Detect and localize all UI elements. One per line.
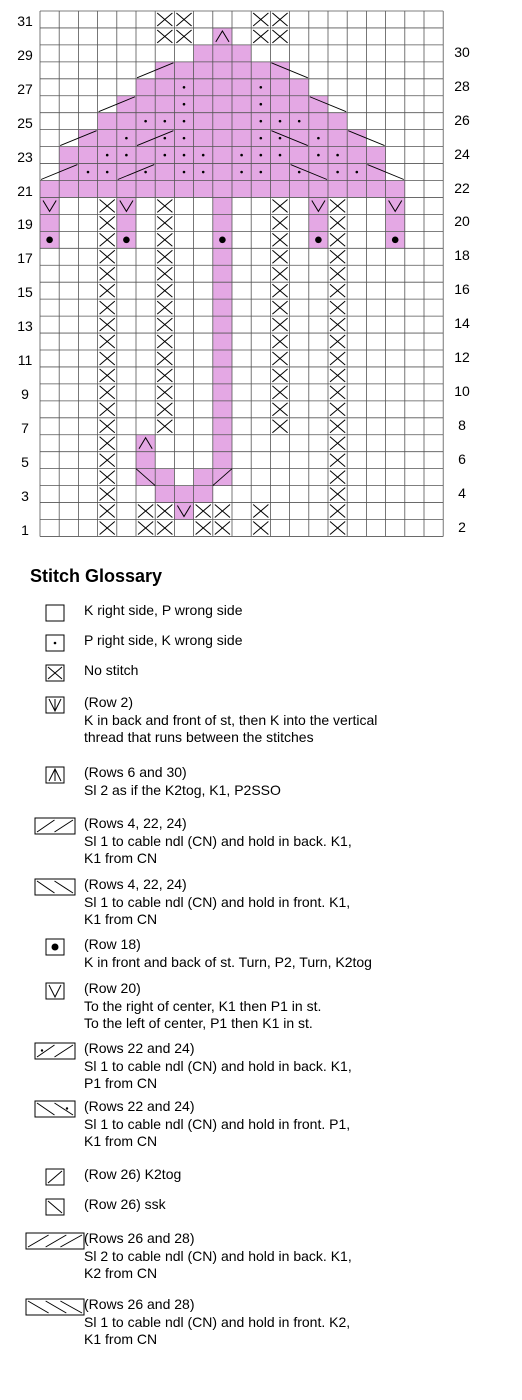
no-stitch-mark: [330, 216, 345, 229]
bobble-dot: [46, 237, 53, 244]
stitch-cell-pink: [309, 214, 328, 231]
stitch-cell-pink: [59, 164, 78, 181]
stitch-cell-pink: [194, 130, 213, 147]
purl-dot: [260, 86, 263, 89]
stitch-cell-pink: [213, 452, 232, 469]
no-stitch-mark: [272, 403, 287, 416]
stitch-cell-pink: [136, 452, 155, 469]
no-stitch-mark: [330, 505, 345, 518]
purl-icon: [45, 634, 65, 652]
glossary-title: Stitch Glossary: [30, 566, 163, 586]
no-stitch-mark: [196, 522, 211, 535]
row-number-left: 23: [17, 148, 33, 165]
no-stitch-mark: [100, 403, 115, 416]
cable-1-2-front-icon: [25, 1298, 85, 1316]
purl-dot: [202, 171, 205, 174]
no-stitch-mark: [272, 301, 287, 314]
row-number-left: 25: [17, 114, 33, 131]
stitch-cell-pink: [59, 147, 78, 164]
row-number-left: 19: [17, 216, 33, 233]
no-stitch-mark: [272, 233, 287, 246]
glossary-item-text: (Rows 26 and 28) Sl 1 to cable ndl (CN) and hold in front. K2, K1 from CN: [84, 1296, 351, 1347]
cable-back-icon: [34, 817, 76, 835]
no-stitch-mark: [215, 505, 230, 518]
stitch-cell-pink: [59, 181, 78, 198]
cable-2-1-back-icon: [25, 1232, 85, 1250]
row-number-right: 10: [454, 382, 470, 399]
stitch-cell-pink: [213, 62, 232, 79]
purl-dot: [260, 137, 263, 140]
no-stitch-mark: [272, 335, 287, 348]
stitch-cell-pink: [155, 79, 174, 96]
no-stitch-mark: [100, 284, 115, 297]
no-stitch-mark: [100, 505, 115, 518]
no-stitch-mark: [157, 335, 172, 348]
purl-dot: [183, 154, 186, 157]
stitch-cell-pink: [78, 181, 97, 198]
no-stitch-mark: [157, 369, 172, 382]
stitch-cell-pink: [232, 113, 251, 130]
stitch-cell-pink: [174, 486, 193, 503]
stitch-cell-pink: [213, 181, 232, 198]
stitch-cell-pink: [290, 96, 309, 113]
purl-dot: [144, 171, 147, 174]
stitch-cell-pink: [213, 45, 232, 62]
purl-dot: [164, 154, 167, 157]
stitch-cell-pink: [213, 147, 232, 164]
no-stitch-mark: [330, 199, 345, 212]
no-stitch-mark: [272, 318, 287, 331]
stitch-cell-pink: [232, 62, 251, 79]
no-stitch-mark: [272, 199, 287, 212]
stitch-cell-pink: [78, 130, 97, 147]
bobble-dot: [123, 237, 130, 244]
row-number-left: 9: [21, 385, 29, 402]
no-stitch-mark: [157, 30, 172, 43]
no-stitch-mark: [100, 335, 115, 348]
no-stitch-mark: [253, 505, 268, 518]
stitch-cell-pink: [194, 79, 213, 96]
glossary-item-text: (Row 26) K2tog: [84, 1166, 182, 1182]
stitch-cell-pink: [386, 214, 405, 231]
purl-dot: [125, 137, 128, 140]
no-stitch-mark: [157, 199, 172, 212]
no-stitch-mark: [330, 352, 345, 365]
no-stitch-mark: [100, 199, 115, 212]
stitch-cell-pink: [213, 197, 232, 214]
no-stitch-mark: [157, 386, 172, 399]
purl-dot: [298, 120, 301, 123]
no-stitch-mark: [157, 13, 172, 26]
double-decrease-icon: [45, 766, 65, 784]
stitch-cell-pink: [155, 62, 174, 79]
no-stitch-icon: [45, 664, 65, 682]
no-stitch-mark: [176, 30, 191, 43]
stitch-cell-pink: [309, 96, 328, 113]
glossary-item-text: (Row 26) ssk: [84, 1196, 166, 1212]
purl-dot: [298, 171, 301, 174]
stitch-cell-pink: [155, 486, 174, 503]
stitch-cell-pink: [155, 96, 174, 113]
stitch-cell-pink: [194, 486, 213, 503]
no-stitch-mark: [272, 216, 287, 229]
no-stitch-mark: [330, 386, 345, 399]
glossary-item-text: (Rows 6 and 30) Sl 2 as if the K2tog, K1, P2SSO: [84, 764, 281, 798]
stitch-cell-pink: [213, 418, 232, 435]
purl-dot: [317, 137, 320, 140]
no-stitch-mark: [330, 471, 345, 484]
stitch-cell-pink: [136, 96, 155, 113]
stitch-cell-pink: [366, 164, 385, 181]
no-stitch-mark: [100, 352, 115, 365]
no-stitch-mark: [157, 318, 172, 331]
no-stitch-mark: [100, 454, 115, 467]
no-stitch-mark: [100, 420, 115, 433]
bobble-icon: [45, 938, 65, 956]
stitch-cell-pink: [270, 79, 289, 96]
no-stitch-mark: [272, 386, 287, 399]
row-number-right: 24: [454, 145, 470, 162]
purl-cable-back-icon: [34, 1042, 76, 1060]
purl-dot: [260, 120, 263, 123]
stitch-cell-pink: [117, 96, 136, 113]
purl-dot: [87, 171, 90, 174]
no-stitch-mark: [100, 386, 115, 399]
glossary-item-text: P right side, K wrong side: [84, 632, 243, 648]
cable-front-icon: [34, 878, 76, 896]
stitch-cell-pink: [232, 79, 251, 96]
row-number-right: 18: [454, 247, 470, 264]
row-number-left: 15: [17, 284, 33, 301]
stitch-cell-pink: [328, 113, 347, 130]
no-stitch-mark: [330, 301, 345, 314]
glossary-item-text: No stitch: [84, 662, 139, 678]
row-number-right: 16: [454, 281, 470, 298]
no-stitch-mark: [215, 522, 230, 535]
stitch-cell-pink: [136, 130, 155, 147]
no-stitch-mark: [272, 267, 287, 280]
no-stitch-mark: [272, 284, 287, 297]
no-stitch-mark: [330, 267, 345, 280]
stitch-cell-pink: [270, 62, 289, 79]
no-stitch-mark: [100, 522, 115, 535]
stitch-cell-pink: [136, 181, 155, 198]
no-stitch-mark: [100, 437, 115, 450]
purl-dot: [279, 120, 282, 123]
stitch-cell-pink: [213, 299, 232, 316]
no-stitch-mark: [272, 369, 287, 382]
stitch-cell-pink: [194, 96, 213, 113]
stitch-cell-pink: [366, 181, 385, 198]
no-stitch-mark: [330, 454, 345, 467]
no-stitch-mark: [330, 488, 345, 501]
no-stitch-mark: [196, 505, 211, 518]
stitch-cell-pink: [213, 248, 232, 265]
stitch-cell-pink: [232, 45, 251, 62]
stitch-cell-pink: [213, 130, 232, 147]
purl-dot: [279, 154, 282, 157]
purl-dot: [164, 137, 167, 140]
no-stitch-mark: [100, 267, 115, 280]
no-stitch-mark: [157, 505, 172, 518]
row-number-right: 2: [458, 518, 466, 535]
row-number-left: 5: [21, 453, 29, 470]
no-stitch-mark: [272, 352, 287, 365]
no-stitch-mark: [330, 318, 345, 331]
purl-dot: [317, 154, 320, 157]
stitch-cell-pink: [270, 164, 289, 181]
no-stitch-mark: [330, 250, 345, 263]
no-stitch-mark: [100, 488, 115, 501]
row-number-right: 4: [458, 484, 466, 501]
glossary-item-text: (Rows 26 and 28) Sl 2 to cable ndl (CN) and hold in back. K1, K2 from CN: [84, 1230, 352, 1281]
row-number-right: 26: [454, 111, 470, 128]
no-stitch-mark: [330, 403, 345, 416]
glossary-item-text: (Row 2) K in back and front of st, then K into the vertical thread that runs between the stitches: [84, 694, 378, 745]
stitch-cell-pink: [155, 181, 174, 198]
purl-dot: [356, 171, 359, 174]
stitch-cell-pink: [309, 181, 328, 198]
stitch-cell-pink: [98, 113, 117, 130]
purl-cable-front-icon: [34, 1100, 76, 1118]
no-stitch-mark: [100, 369, 115, 382]
stitch-cell-pink: [270, 96, 289, 113]
glossary-item-text: (Row 20) To the right of center, K1 then P1 in st. To the left of center, P1 then K1 in st.: [84, 980, 322, 1031]
stitch-cell-pink: [194, 62, 213, 79]
purl-dot: [164, 120, 167, 123]
ssk-icon: [45, 1198, 65, 1216]
purl-dot: [279, 137, 282, 140]
row-number-left: 17: [17, 250, 33, 267]
no-stitch-mark: [100, 250, 115, 263]
stitch-cell-pink: [98, 130, 117, 147]
no-stitch-mark: [330, 284, 345, 297]
stitch-cell-pink: [213, 96, 232, 113]
row-number-left: 7: [21, 419, 29, 436]
no-stitch-mark: [176, 13, 191, 26]
purl-dot: [144, 120, 147, 123]
stitch-cell-pink: [117, 164, 136, 181]
stitch-cell-pink: [213, 265, 232, 282]
no-stitch-mark: [138, 505, 153, 518]
increase-v-bar-icon: [45, 696, 65, 714]
stitch-cell-pink: [251, 62, 270, 79]
no-stitch-mark: [272, 250, 287, 263]
stitch-cell-pink: [213, 333, 232, 350]
stitch-cell-pink: [174, 181, 193, 198]
glossary-item-text: K right side, P wrong side: [84, 602, 243, 618]
no-stitch-mark: [157, 352, 172, 365]
no-stitch-mark: [253, 522, 268, 535]
row-number-right: 12: [454, 349, 470, 366]
k2tog-icon: [45, 1168, 65, 1186]
row-number-left: 1: [21, 521, 29, 538]
no-stitch-mark: [100, 471, 115, 484]
stitch-cell-pink: [232, 130, 251, 147]
purl-dot: [260, 103, 263, 106]
no-stitch-mark: [100, 318, 115, 331]
stitch-cell-pink: [213, 214, 232, 231]
no-stitch-mark: [157, 233, 172, 246]
no-stitch-mark: [100, 233, 115, 246]
stitch-cell-pink: [213, 316, 232, 333]
no-stitch-mark: [330, 420, 345, 433]
stitch-cell-pink: [213, 164, 232, 181]
stitch-cell-pink: [347, 130, 366, 147]
stitch-cell-pink: [290, 147, 309, 164]
row-number-left: 11: [17, 352, 33, 368]
row-number-left: 31: [17, 13, 33, 29]
no-stitch-mark: [157, 420, 172, 433]
purl-dot: [106, 154, 109, 157]
stitch-cell-pink: [98, 181, 117, 198]
row-number-right: 6: [458, 450, 466, 467]
row-number-right: 28: [454, 77, 470, 94]
stitch-cell-pink: [174, 62, 193, 79]
bobble-dot: [392, 237, 399, 244]
knit-icon: [45, 604, 65, 622]
no-stitch-mark: [330, 437, 345, 450]
no-stitch-mark: [157, 267, 172, 280]
stitch-cell-pink: [40, 214, 59, 231]
stitch-cell-pink: [328, 130, 347, 147]
purl-dot: [183, 86, 186, 89]
stitch-cell-pink: [213, 401, 232, 418]
no-stitch-mark: [330, 522, 345, 535]
row-number-left: 3: [21, 487, 29, 504]
stitch-cell-pink: [270, 181, 289, 198]
stitch-cell-pink: [117, 113, 136, 130]
stitch-cell-pink: [213, 282, 232, 299]
row-number-left: 13: [17, 318, 33, 335]
stitch-cell-pink: [213, 367, 232, 384]
purl-dot: [240, 171, 243, 174]
stitch-cell-pink: [290, 79, 309, 96]
row-number-right: 14: [454, 315, 470, 332]
no-stitch-mark: [272, 13, 287, 26]
stitch-cell-pink: [213, 350, 232, 367]
row-number-right: 22: [454, 179, 470, 196]
purl-dot: [183, 103, 186, 106]
purl-dot: [183, 120, 186, 123]
purl-dot: [106, 171, 109, 174]
purl-dot: [260, 171, 263, 174]
purl-dot: [202, 154, 205, 157]
no-stitch-mark: [157, 284, 172, 297]
knitting-chart: [0, 0, 522, 560]
stitch-cell-pink: [386, 181, 405, 198]
stitch-cell-pink: [155, 164, 174, 181]
no-stitch-mark: [157, 522, 172, 535]
no-stitch-mark: [272, 30, 287, 43]
stitch-cell-pink: [40, 181, 59, 198]
no-stitch-mark: [157, 301, 172, 314]
purl-dot: [336, 154, 339, 157]
no-stitch-mark: [272, 420, 287, 433]
stitch-cell-pink: [194, 113, 213, 130]
stitch-cell-pink: [194, 45, 213, 62]
stitch-cell-pink: [136, 147, 155, 164]
row-number-right: 20: [454, 213, 470, 230]
stitch-cell-pink: [290, 130, 309, 147]
no-stitch-mark: [157, 250, 172, 263]
stitch-cell-pink: [328, 181, 347, 198]
stitch-cell-pink: [194, 469, 213, 486]
glossary-item-text: (Row 18) K in front and back of st. Turn, P2, Turn, K2tog: [84, 936, 372, 970]
stitch-cell-pink: [309, 164, 328, 181]
glossary-item-text: (Rows 22 and 24) Sl 1 to cable ndl (CN) and hold in back. K1, P1 from CN: [84, 1040, 352, 1091]
stitch-cell-pink: [232, 96, 251, 113]
row-number-right: 8: [458, 416, 466, 433]
stitch-cell-pink: [117, 214, 136, 231]
row-number-right: 30: [454, 43, 470, 60]
stitch-cell-pink: [347, 181, 366, 198]
bobble-dot: [315, 237, 322, 244]
glossary-item-text: (Rows 4, 22, 24) Sl 1 to cable ndl (CN) and hold in back. K1, K1 from CN: [84, 815, 352, 866]
glossary-item-text: (Rows 22 and 24) Sl 1 to cable ndl (CN) and hold in front. P1, K1 from CN: [84, 1098, 351, 1149]
stitch-cell-pink: [213, 435, 232, 452]
row-number-left: 27: [17, 80, 33, 97]
purl-dot: [336, 171, 339, 174]
no-stitch-mark: [330, 233, 345, 246]
row-number-left: 29: [17, 46, 33, 63]
increase-v-icon: [45, 982, 65, 1000]
purl-dot: [183, 171, 186, 174]
no-stitch-mark: [330, 335, 345, 348]
purl-dot: [125, 154, 128, 157]
bobble-dot: [219, 237, 226, 244]
stitch-cell-pink: [366, 147, 385, 164]
stitch-cell-pink: [136, 79, 155, 96]
stitch-cell-pink: [251, 181, 270, 198]
purl-dot: [240, 154, 243, 157]
stitch-cell-pink: [78, 147, 97, 164]
purl-dot: [260, 154, 263, 157]
glossary-item-text: (Rows 4, 22, 24) Sl 1 to cable ndl (CN) and hold in front. K1, K1 from CN: [84, 876, 351, 927]
stitch-cell-pink: [117, 181, 136, 198]
stitch-cell-pink: [213, 79, 232, 96]
no-stitch-mark: [100, 216, 115, 229]
no-stitch-mark: [138, 522, 153, 535]
stitch-cell-pink: [213, 113, 232, 130]
no-stitch-mark: [330, 369, 345, 382]
stitch-cell-pink: [194, 181, 213, 198]
stitch-cell-pink: [290, 181, 309, 198]
no-stitch-mark: [253, 13, 268, 26]
row-number-left: 21: [17, 182, 33, 199]
stitch-cell-pink: [213, 384, 232, 401]
stitch-cell-pink: [309, 113, 328, 130]
no-stitch-mark: [253, 30, 268, 43]
purl-dot: [183, 137, 186, 140]
stitch-cell-pink: [155, 469, 174, 486]
no-stitch-mark: [100, 301, 115, 314]
stitch-cell-pink: [232, 181, 251, 198]
no-stitch-mark: [157, 216, 172, 229]
stitch-cell-pink: [347, 147, 366, 164]
no-stitch-mark: [157, 403, 172, 416]
